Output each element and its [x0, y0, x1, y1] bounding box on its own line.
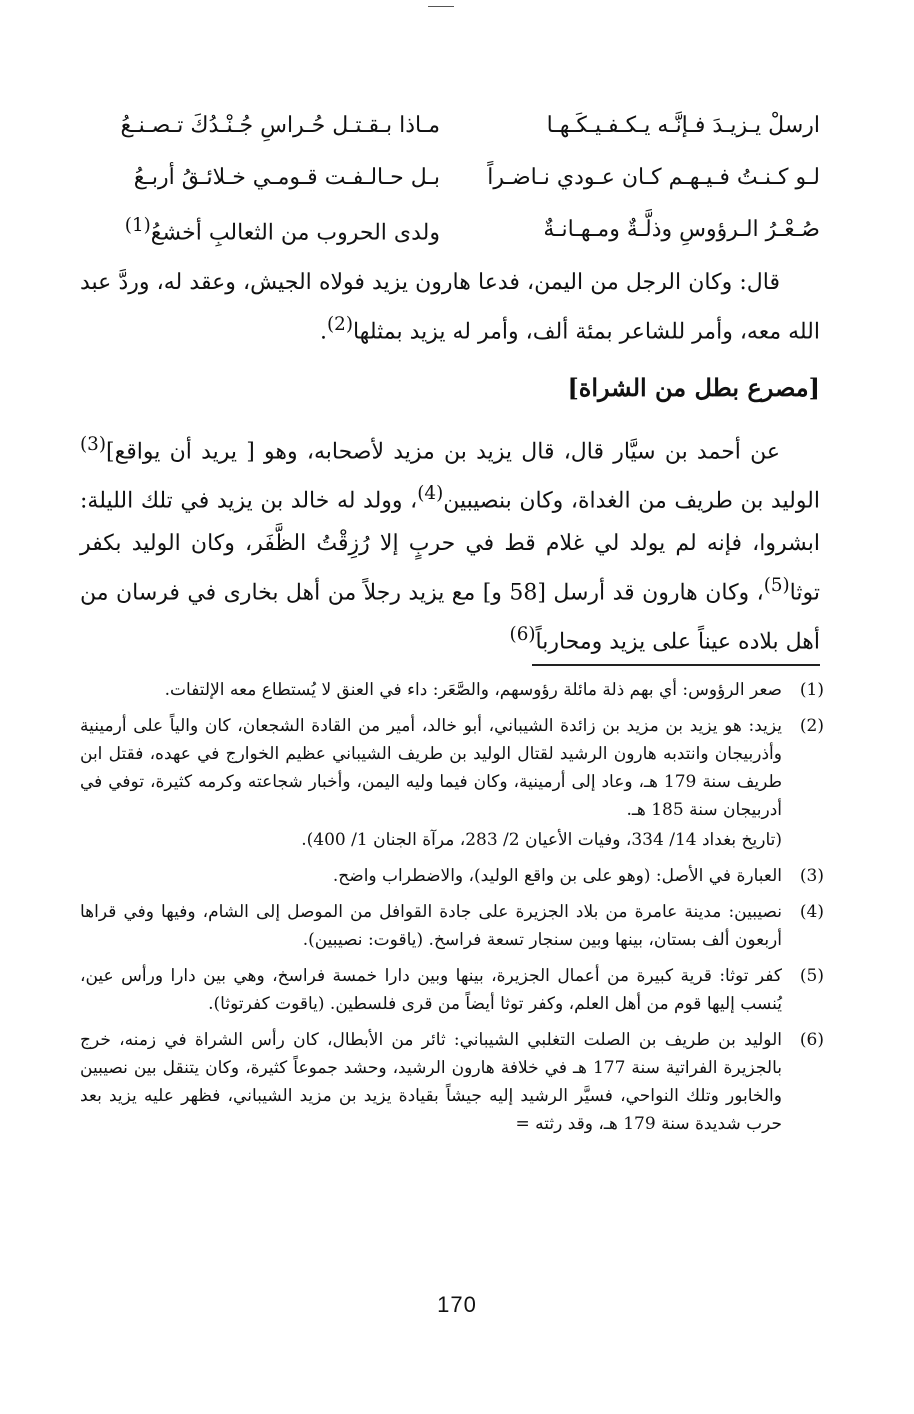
paragraph-text: الوليد بن طريف من الغداة، وكان بنصيبين	[443, 488, 820, 514]
footnote-marker: (3)	[80, 434, 106, 455]
poem-verse	[80, 100, 820, 152]
paragraph-text: ، وولد له خالد بن يزيد في تلك الليلة: ابشروا، فإنه لم يولد لي غلام قط في حربٍ إلا رُزِقْتُ الظَّفَر، وكان الوليد بكفر توثا	[80, 488, 820, 605]
footnote-number: (1)	[799, 680, 824, 700]
footnote-text: الوليد بن طريف بن الصلت التغلبي الشيباني: ثائر من الأبطال، كان رأس الشراة في زمنه، خرج بالجزيرة الفراتية سنة 177 هـ في خلافة هارون الرشيد، وحشد جموعاً كثيرة، وكان يتنقل بين نصيبين والخابور وتلك النواحي، فسيَّر الرشيد إليه جيشاً بقيادة يزيد بن مزيد الشيباني، فظهر عليه يزيد بعد حرب شديدة سنة 179 هـ، وقد رثته =	[80, 1030, 782, 1134]
footnote-item	[80, 962, 824, 1018]
footnotes-section	[80, 676, 824, 1146]
body-paragraph	[80, 424, 820, 663]
paragraph-text: ، وكان هارون قد أرسل [58 و] مع يزيد رجلاً من أهل بخارى في فرسان من أهل بلاده عيناً على يزيد ومحارباً	[80, 579, 820, 655]
top-rule	[428, 6, 454, 7]
footnote-item	[80, 712, 824, 854]
footnote-text: صعر الرؤوس: أي بهم ذلة مائلة رؤوسهم، والصَّعَر: داء في العنق لا يُستطاع معه الإلتفات.	[164, 680, 782, 700]
paragraph-end: .	[319, 319, 327, 345]
footnote-text: كفر توثا: قرية كبيرة من أعمال الجزيرة، بينها وبين دارا خمسة فراسخ، وهي بين دارا ورأس عين، يُنسب إليها قوم من أهل العلم، وكفر توثا أيضاً من قرى فلسطين. (ياقوت كفرتوثا).	[80, 966, 782, 1014]
footnote-number: (3)	[799, 866, 824, 886]
verse-second-hemistich: بـل حـالـفـت قـومـي خـلائـقُ أربـعُ	[133, 165, 440, 190]
paragraph-text: عن أحمد بن سيَّار قال، قال يزيد بن مزيد لأصحابه، وهو [ يريد أن يواقع]	[105, 439, 780, 465]
poem-verse	[80, 204, 820, 256]
verse-first-hemistich: ارسلْ يـزيـدَ فـإنَّـه يـكـفـيـكَـهـا	[546, 113, 820, 138]
footnote-number: (4)	[799, 902, 824, 922]
footnote-marker: (6)	[509, 623, 536, 645]
footnote-item	[80, 1026, 824, 1138]
footnote-marker: (4)	[417, 483, 444, 505]
footnote-body	[80, 712, 782, 854]
footnote-item	[80, 676, 824, 704]
verse-text: ولدى الحروب من الثعالبِ أخشعُ	[150, 220, 440, 246]
footnote-reference: (تاريخ بغداد 14/ 334، وفيات الأعيان 2/ 283، مرآة الجنان 1/ 400).	[301, 830, 782, 850]
page-number: 170	[437, 1292, 477, 1317]
verse-first-hemistich: صُـعْـرُ الـرؤوسِ وذلَّـةٌ ومـهـانـةٌ	[543, 217, 820, 242]
poem-block	[80, 100, 820, 256]
section-heading: [مصرع بطل من الشراة]	[567, 373, 820, 402]
footnote-marker: (5)	[763, 574, 790, 596]
footnote-text: يزيد: هو يزيد بن مزيد بن زائدة الشيباني، أبو خالد، أمير من القادة الشجعان، كان والياً على أرمينية وأذربيجان وانتدبه هارون الرشيد لقتال الوليد بن طريف الشيباني عظيم الخوارج في عهده، فقتل ابن طريف سنة 179 هـ، وعاد إلى أرمينية، وكان فيما وليه اليمن، وأخبار شجاعته وكرمه كثيرة، توفي في أدربيجان سنة 185 هـ.	[80, 716, 782, 820]
footnote-item	[80, 898, 824, 954]
paragraph-text: قال: وكان الرجل من اليمن، فدعا هارون يزيد فولاه الجيش، وعقد له، وردَّ عبد الله معه، وأمر للشاعر بمئة ألف، وأمر له يزيد بمثلها	[80, 270, 820, 345]
footnote-number: (2)	[799, 716, 824, 736]
verse-first-hemistich: لـو كـنـتُ فـيـهـم كـان عـودي نـاضـراً	[487, 165, 820, 190]
footnote-number: (5)	[799, 966, 824, 986]
verse-second-hemistich	[80, 211, 440, 248]
footnote-text: العبارة في الأصل: (وهو على بن واقع الوليد)، والاضطراب واضح.	[332, 866, 782, 886]
footnote-text: نصيبين: مدينة عامرة من بلاد الجزيرة على جادة القوافل من الموصل إلى الشام، وفيها وفي قراها أربعون ألف بستان، بينها وبين سنجار تسعة فراسخ. (ياقوت: نصيبين).	[80, 902, 782, 950]
footnote-number: (6)	[799, 1030, 824, 1050]
body-paragraph	[80, 262, 820, 353]
footnote-divider	[532, 664, 820, 666]
poem-verse	[80, 152, 820, 204]
verse-second-hemistich: مـاذا بـقـتـل حُـراسِ جُـنْـدُكَ تـصـنـعُ	[120, 113, 440, 138]
footnote-marker: (1)	[124, 215, 151, 237]
footnote-item	[80, 862, 824, 890]
footnote-marker: (2)	[326, 314, 353, 335]
